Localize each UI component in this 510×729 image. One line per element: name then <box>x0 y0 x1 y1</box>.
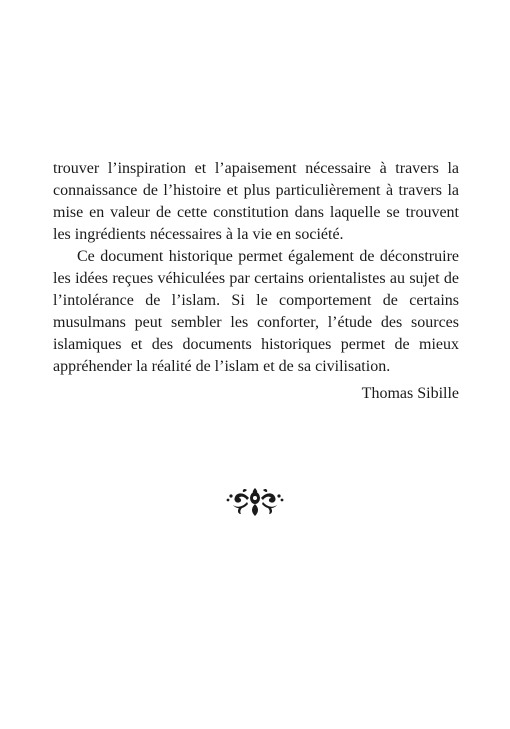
paragraph-continuation: trouver l’inspiration et l’apaisement nécessaire à travers la connaissance de l’histoire et plus particulièrement à travers la mise en valeur de cette constitution dans laquelle se trouvent les ingrédients nécessaires à la vie en société. <box>53 160 459 243</box>
fleuron-ornament-icon <box>225 484 285 520</box>
paragraph-historical-document: Ce document historique permet également de déconstruire les idées reçues véhiculées par certains orientalistes au sujet de l’intolérance de l’islam. Si le comportement de certains musulmans peut sembler les conforter, l’étude des sources islamiques et des documents historiques permet de mieux appréhender la réalité de l’islam et de sa civilisation. <box>53 248 459 375</box>
author-signature: Thomas Sibille <box>361 385 459 402</box>
document-body <box>53 158 459 405</box>
